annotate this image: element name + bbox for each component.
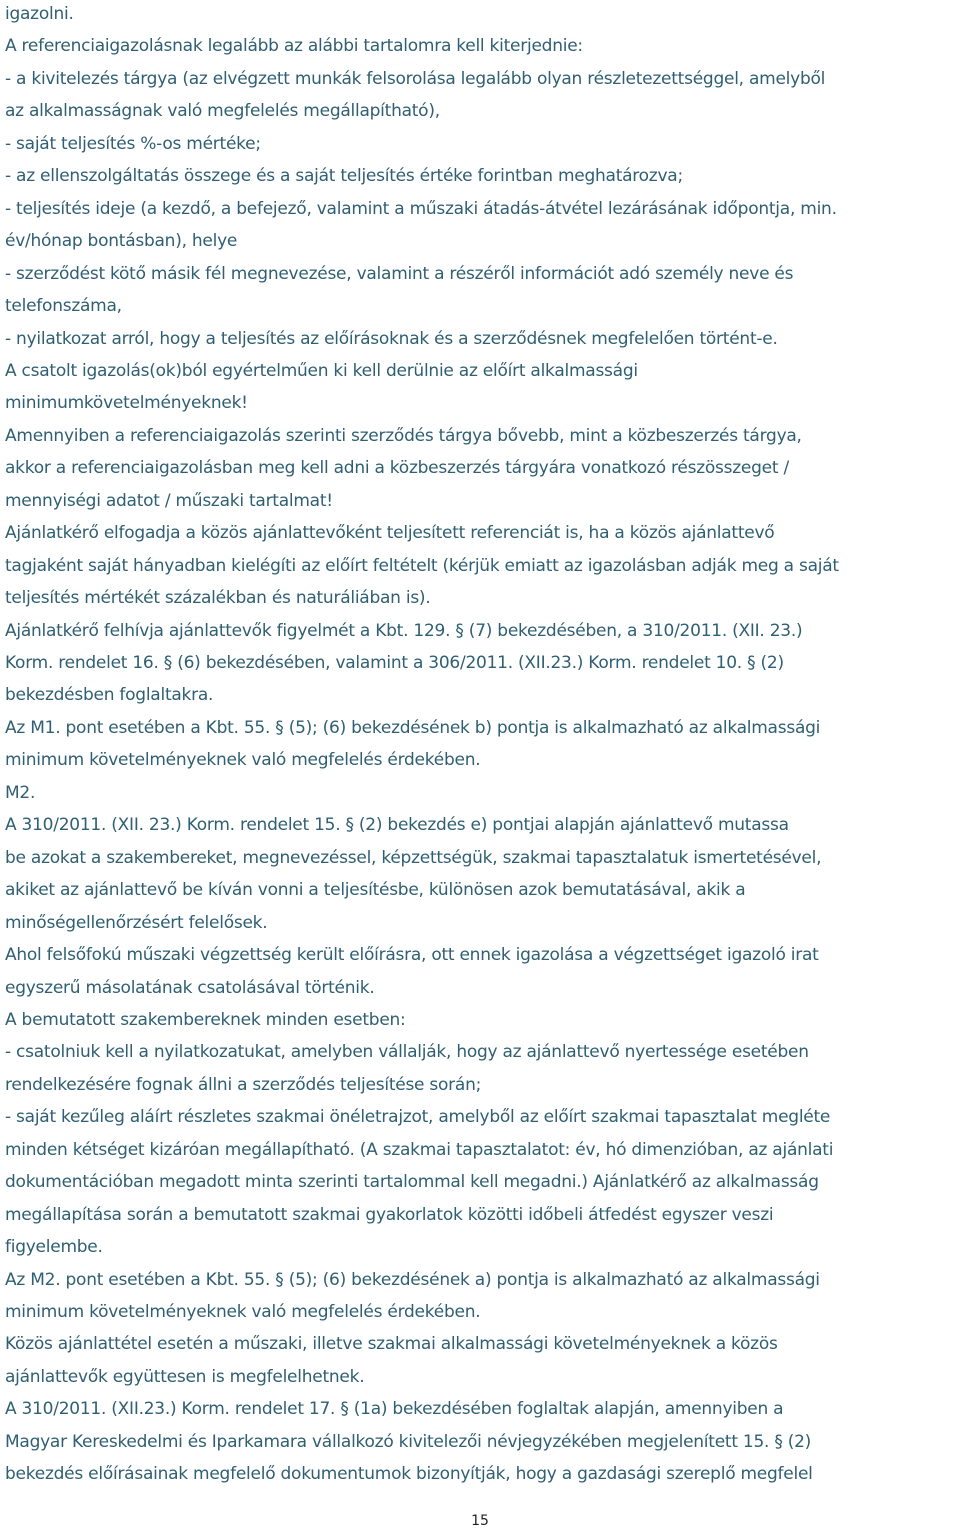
text-line: tagjaként saját hányadban kielégíti az előírt feltételt (kérjük emiatt az igazolásban adják meg a saját [5, 555, 839, 576]
text-line: Az M2. pont esetében a Kbt. 55. § (5); (6) bekezdésének a) pontja is alkalmazható az alkalmassági [5, 1269, 820, 1290]
text-line: teljesítés mértékét százalékban és naturáliában is). [5, 588, 431, 609]
text-line: minimum követelményeknek való megfelelés érdekében. [5, 1302, 481, 1322]
text-line: A 310/2011. (XII.23.) Korm. rendelet 17. § (1a) bekezdésében foglaltak alapján, amennyiben a [5, 1399, 784, 1420]
text-line: rendelkezésére fognak állni a szerződés teljesítése során; [5, 1074, 482, 1095]
text-line: minimum követelményeknek való megfelelés érdekében. [5, 750, 481, 771]
page-number: 15 [471, 1513, 489, 1529]
text-line: ajánlattevők együttesen is megfelelhetnek. [5, 1366, 365, 1387]
text-line: Magyar Kereskedelmi és Iparkamara vállalkozó kivitelezői névjegyzékében megjelenített 15. § (2) [5, 1431, 812, 1452]
text-line: egyszerű másolatának csatolásával történik. [5, 977, 375, 998]
text-line: igazolni. [5, 4, 74, 24]
text-line: A csatolt igazolás(ok)ból egyértelműen ki kell derülnie az előírt alkalmassági [5, 360, 638, 381]
text-line: minimumkövetelményeknek! [5, 393, 248, 414]
text-line: bekezdés előírásainak megfelelő dokumentumok bizonyítják, hogy a gazdasági szereplő megfelel [5, 1464, 813, 1485]
text-line: be azokat a szakembereket, megnevezéssel, képzettségük, szakmai tapasztalatuk ismertetésével, [5, 847, 822, 868]
text-line: - nyilatkozat arról, hogy a teljesítés az előírásoknak és a szerződésnek megfelelően történt-e. [5, 328, 778, 349]
text-line: A referenciaigazolásnak legalább az alábbi tartalomra kell kiterjednie: [5, 36, 583, 57]
text-line: - csatolniuk kell a nyilatkozatukat, amelyben vállalják, hogy az ajánlattevő nyertessége esetében [5, 1042, 809, 1063]
text-line: Ajánlatkérő elfogadja a közös ajánlattevőként teljesített referenciát is, ha a közös ajánlattevő [5, 523, 775, 544]
text-line: év/hónap bontásban), helye [5, 231, 238, 252]
text-line: Ajánlatkérő felhívja ajánlattevők figyelmét a Kbt. 129. § (7) bekezdésében, a 310/2011. (XII. 23.) [5, 620, 803, 641]
text-line: minőségellenőrzésért felelősek. [5, 912, 268, 933]
text-line: minden kétséget kizáróan megállapítható. (A szakmai tapasztalatot: év, hó dimenzióban, az ajánlati [5, 1139, 834, 1160]
text-line: - szerződést kötő másik fél megnevezése, valamint a részéről információt adó személy neve és [5, 263, 794, 284]
text-line: dokumentációban megadott minta szerinti tartalommal kell megadni.) Ajánlatkérő az alkalmasság [5, 1172, 819, 1193]
text-line: - az ellenszolgáltatás összege és a saját teljesítés értéke forintban meghatározva; [5, 166, 683, 187]
text-line: A bemutatott szakembereknek minden esetben: [5, 1009, 406, 1030]
text-line: telefonszáma, [5, 296, 122, 317]
text-line: az alkalmasságnak való megfelelés megállapítható), [5, 101, 440, 122]
text-line: - saját teljesítés %-os mértéke; [5, 133, 261, 154]
text-line: - a kivitelezés tárgya (az elvégzett munkák felsorolása legalább olyan részletezettséggel, amelyből [5, 68, 826, 89]
text-line: megállapítása során a bemutatott szakmai gyakorlatok közötti időbeli átfedést egyszer veszi [5, 1204, 774, 1225]
text-line: Ahol felsőfokú műszaki végzettség került előírásra, ott ennek igazolása a végzettséget igazoló irat [5, 945, 819, 966]
text-line: - saját kezűleg aláírt részletes szakmai önéletrajzot, amelyből az előírt szakmai tapasztalat megléte [5, 1107, 831, 1128]
text-line: akkor a referenciaigazolásban meg kell adni a közbeszerzés tárgyára vonatkozó részösszeget / [5, 458, 789, 479]
text-line: Az M1. pont esetében a Kbt. 55. § (5); (6) bekezdésének b) pontja is alkalmazható az alkalmassági [5, 717, 821, 738]
text-line: M2. [5, 782, 36, 803]
text-line: figyelembe. [5, 1237, 103, 1258]
text-line: mennyiségi adatot / műszaki tartalmat! [5, 490, 333, 511]
text-line: bekezdésben foglaltakra. [5, 685, 214, 706]
text-line: Amennyiben a referenciaigazolás szerinti szerződés tárgya bővebb, mint a közbeszerzés tárgya, [5, 425, 802, 446]
text-line: - teljesítés ideje (a kezdő, a befejező, valamint a műszaki átadás-átvétel lezárásának időpontja, min. [5, 198, 837, 219]
text-line: akiket az ajánlattevő be kíván vonni a teljesítésbe, különösen azok bemutatásával, akik a [5, 880, 746, 901]
text-line: Közös ajánlattétel esetén a műszaki, illetve szakmai alkalmassági követelményeknek a közös [5, 1334, 778, 1355]
text-line: A 310/2011. (XII. 23.) Korm. rendelet 15. § (2) bekezdés e) pontjai alapján ajánlattevő mutassa [5, 815, 789, 836]
text-line: Korm. rendelet 16. § (6) bekezdésében, valamint a 306/2011. (XII.23.) Korm. rendelet 10. § (2) [5, 653, 784, 673]
